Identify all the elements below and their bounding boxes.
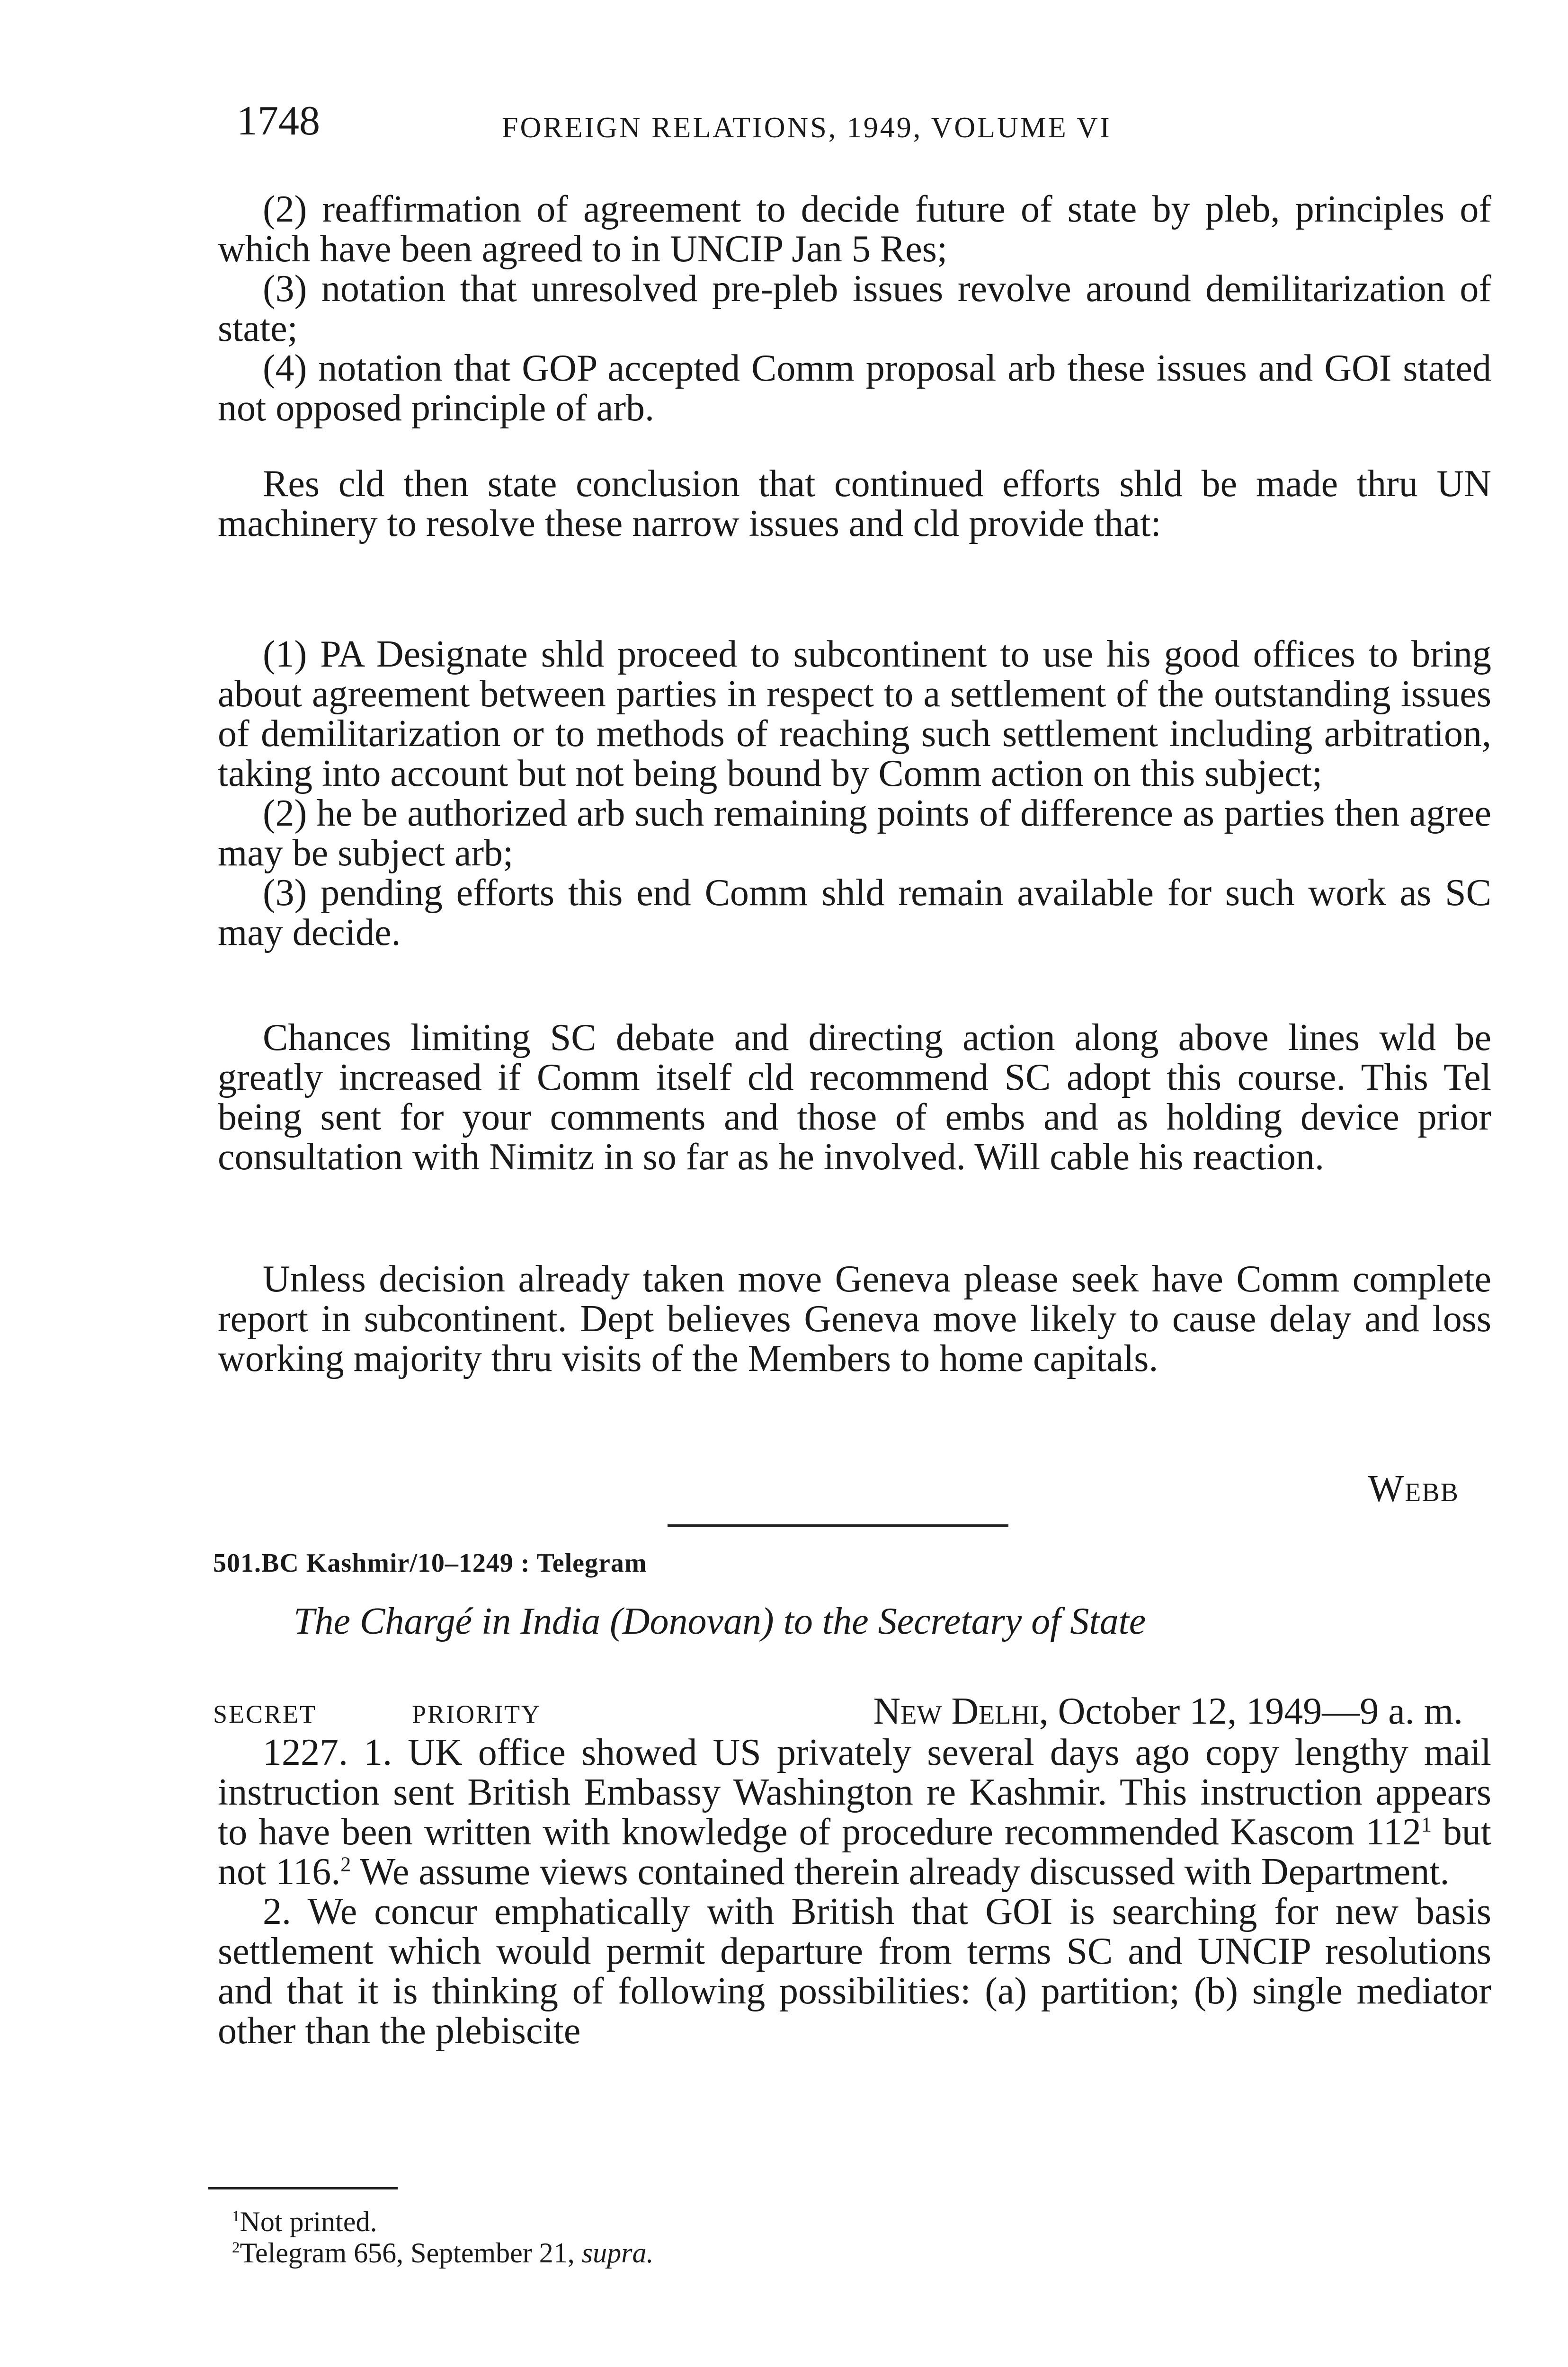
list-item: (2) reaffirmation of agreement to decide future of state by pleb, principles of which have been agreed to in UNCIP Jan 5 Res;: [218, 188, 1491, 270]
list-item: (3) notation that unresolved pre-pleb issues revolve around demilitarization of state;: [218, 268, 1491, 349]
list-item: (3) pending efforts this end Comm shld remain available for such work as SC may decide.: [218, 872, 1491, 953]
dateline: [213, 1690, 1463, 1733]
paragraph-1227: 1227. 1. UK office showed US privately several days ago copy lengthy mail instruction sent British Embassy Washington re Kashmir. This instruction appears to have been written with knowledge of procedure recommended Kascom $112^1$ but not 116.$^2$ We assume views contained therein already discussed with Department.: [218, 1732, 1491, 1893]
list-item: (1) PA Designate shld proceed to subcontinent to use his good offices to bring about agreement between parties in respect to a settlement of the outstanding issues of demilitarization or to methods of reaching such settlement including arbitration, taking into account but not being bound by Comm action on this subject;: [218, 633, 1491, 794]
paragraph-res: Res cld then state conclusion that continued efforts shld be made thru UN machinery to resolve these narrow issues and cld provide that:: [218, 463, 1491, 544]
section-divider: [668, 1524, 1008, 1527]
list-item: (4) notation that GOP accepted Comm proposal arb these issues and GOI stated not opposed principle of arb.: [218, 347, 1491, 429]
footnote-1: $^1$Not printed.: [232, 2206, 377, 2237]
footnotes: [232, 2206, 653, 2269]
running-head: FOREIGN RELATIONS, 1949, VOLUME VI: [502, 112, 1112, 144]
paragraph-unless: Unless decision already taken move Geneva please seek have Comm complete report in subcontinent. Dept believes Geneva move likely to cause delay and loss working majority thru visits of the Members to home capitals.: [218, 1258, 1491, 1379]
date: , October 12, 1949—9 a. m.: [1039, 1691, 1463, 1732]
list-provisions: [218, 634, 1491, 952]
list-item: (2) he be authorized arb such remaining points of difference as parties then agree may be subject arb;: [218, 792, 1491, 874]
footnote-ref-1: 1: [1421, 1813, 1432, 1836]
signature-webb: Webb: [1368, 1468, 1459, 1510]
page-header: [237, 97, 1506, 149]
document-reference: 501.BC Kashmir/10–1249 : Telegram: [213, 1548, 647, 1578]
list-resolution-points: [218, 189, 1491, 428]
place: New Delhi: [873, 1691, 1039, 1732]
page-number: 1748: [237, 98, 320, 144]
priority-label: PRIORITY: [412, 1700, 542, 1728]
footnote-2: $^2$Telegram 656, September 21, supra.: [232, 2237, 654, 2269]
telegram-body: [218, 1733, 1491, 2051]
paragraph-2: 2. We concur emphatically with British that GOI is searching for new basis settlement which would permit departure from terms SC and UNCIP resolutions and that it is thinking of following possibilities: (a) partition; (b) single mediator other than the plebiscite: [218, 1891, 1491, 2052]
paragraph-chances: Chances limiting SC debate and directing action along above lines wld be greatly increased if Comm itself cld recommend SC adopt this course. This Tel being sent for your comments and those of embs and as holding device prior consultation with Nimitz in so far as he involved. Will cable his reaction.: [218, 1017, 1491, 1178]
document-title: The Chargé in India (Donovan) to the Secretary of State: [294, 1601, 1146, 1642]
classification-label: SECRET: [213, 1700, 317, 1728]
place-and-date: [873, 1690, 1463, 1733]
footnote-divider: [208, 2187, 398, 2189]
footnote-ref-2: 2: [340, 1852, 351, 1876]
